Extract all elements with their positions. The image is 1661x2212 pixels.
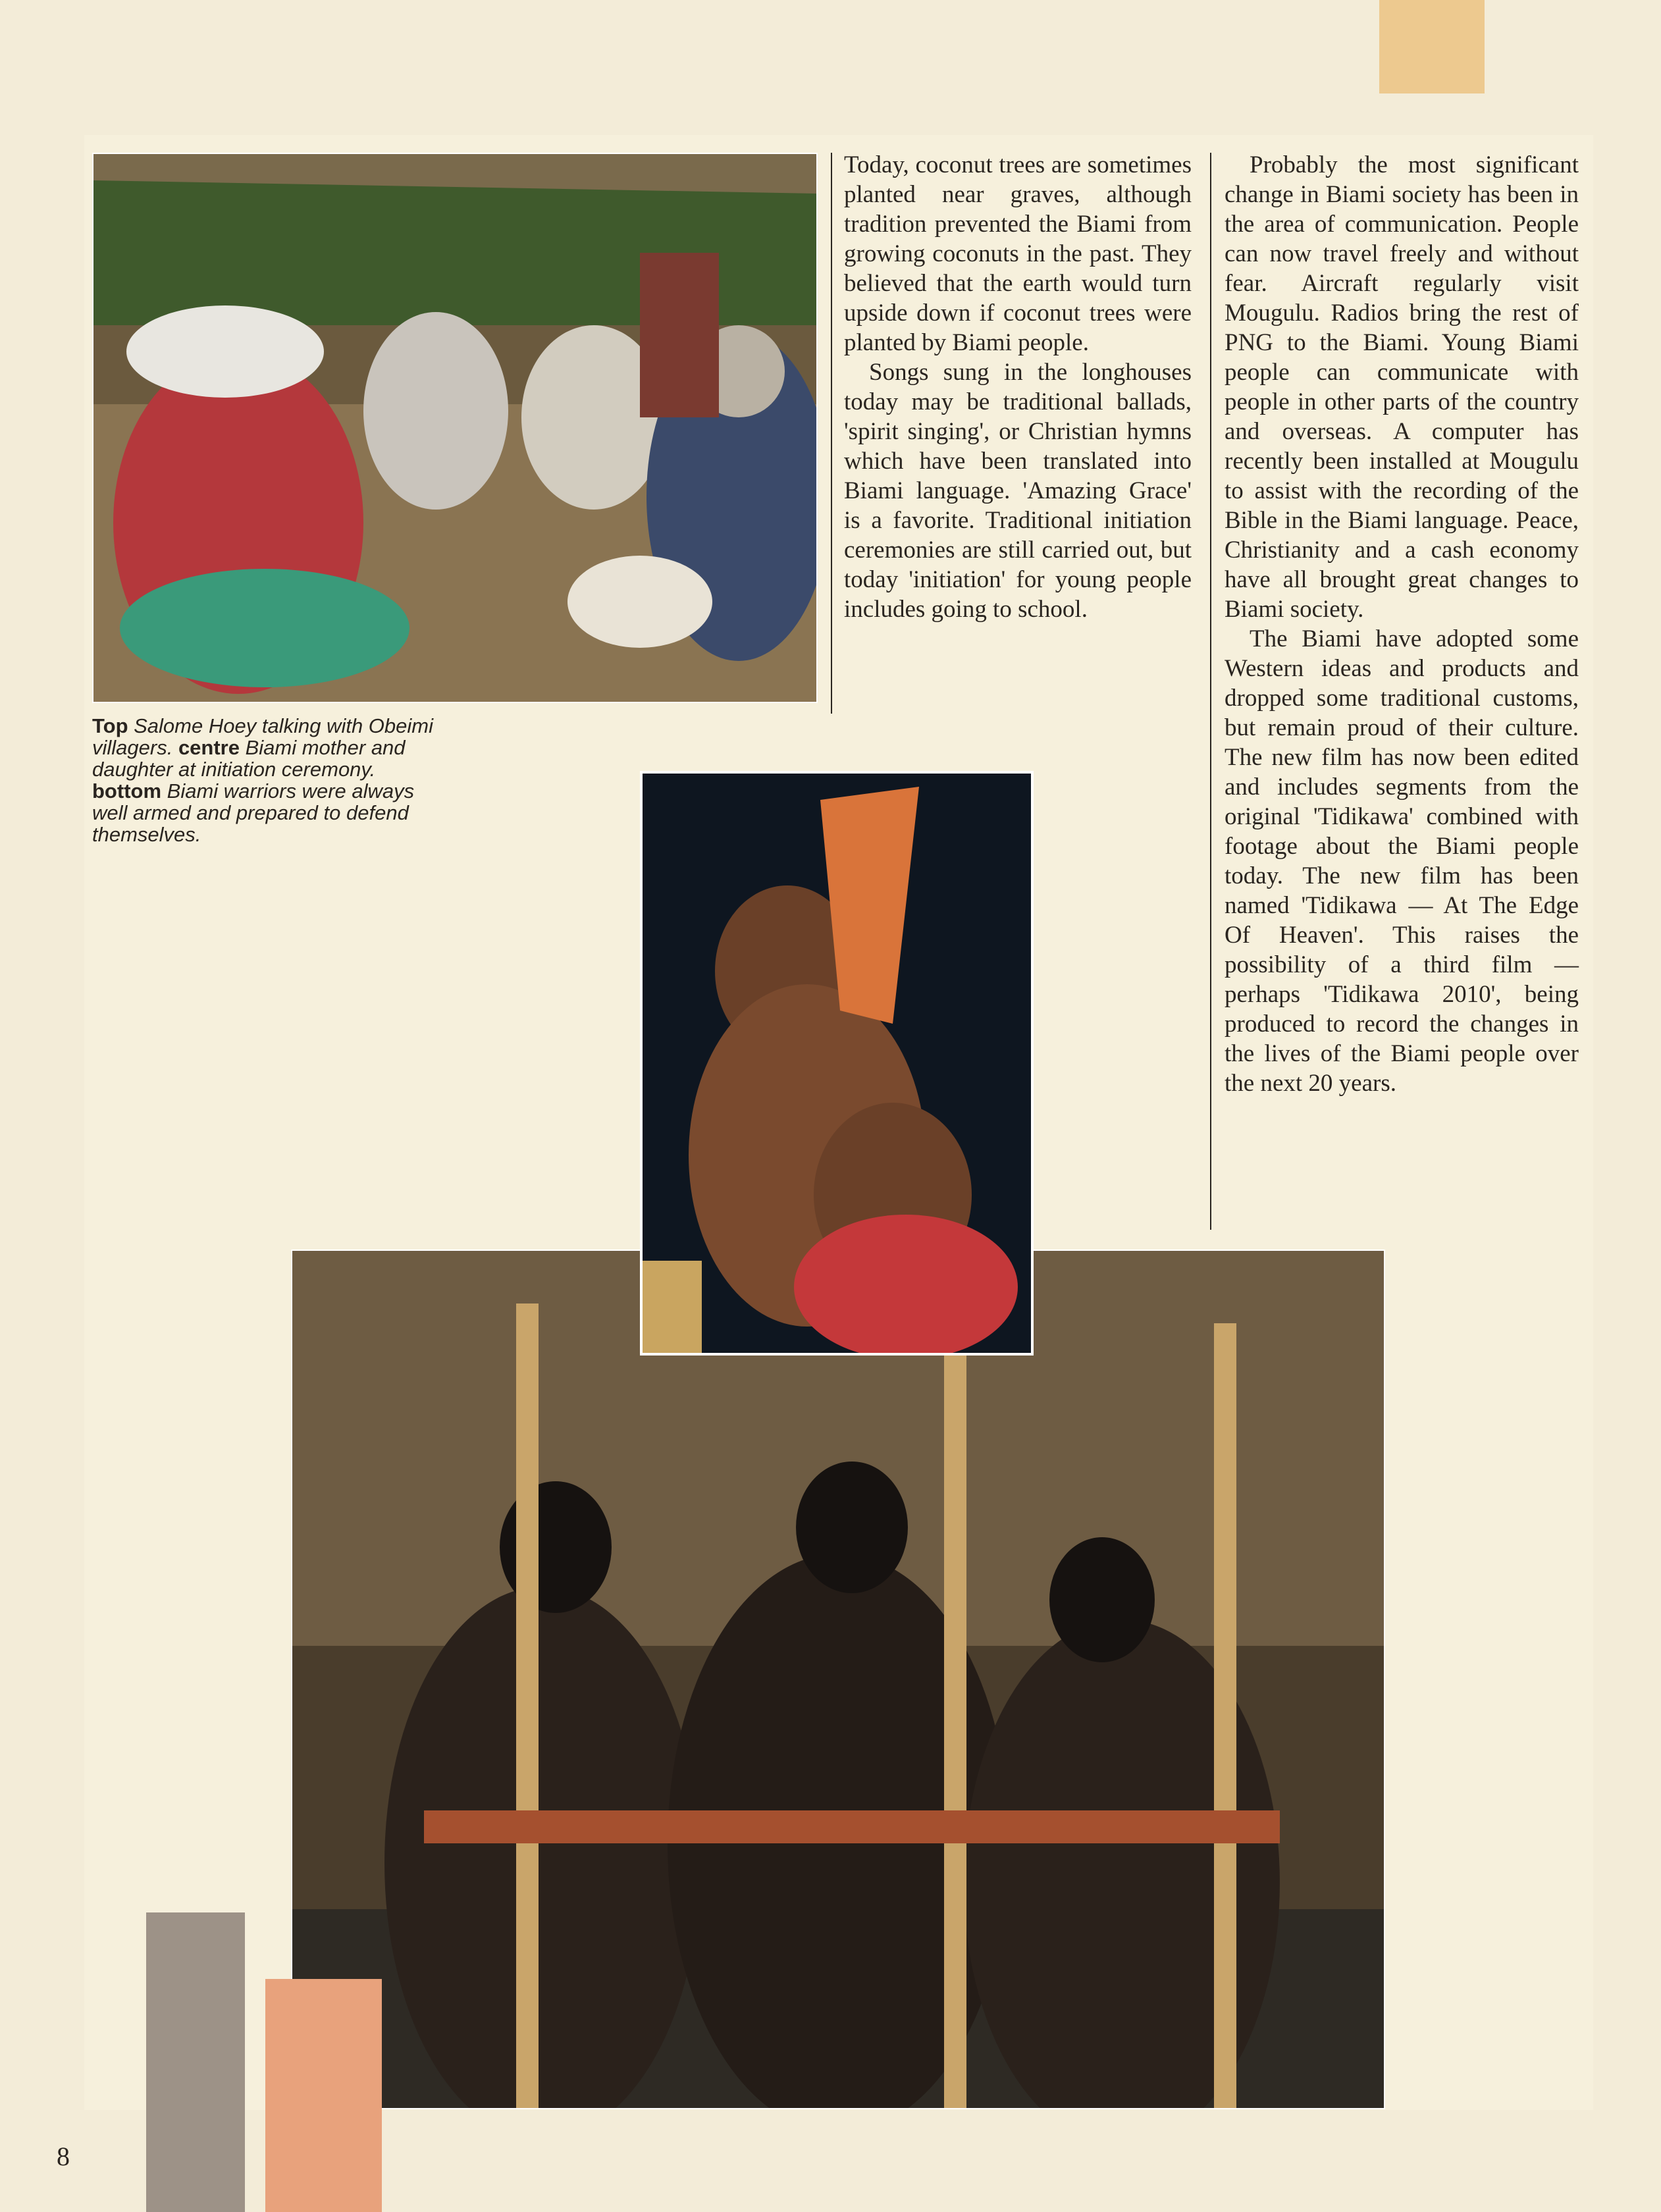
photo-centre-mother-daughter bbox=[640, 771, 1034, 1356]
caption-centre-label: centre bbox=[178, 736, 240, 759]
photo-caption bbox=[92, 715, 448, 845]
caption-top-text: Salome Hoey talking with Obeimi villagers. bbox=[92, 714, 433, 759]
column-right bbox=[1225, 150, 1579, 1098]
page-number: 8 bbox=[57, 2142, 70, 2171]
column-middle bbox=[844, 150, 1192, 624]
column-middle-paragraph-2: Songs sung in the longhouses today may be traditional ballads, 'spirit singing', or Christian hymns which have been translated into Biami language. 'Amazing Grace' is a favorite. Traditional initiation ceremonies are still carried out, but today 'initiation' for young people includes going to school. bbox=[844, 359, 1192, 623]
color-block-grey bbox=[146, 1912, 245, 2212]
color-block-orange bbox=[265, 1979, 382, 2212]
caption-bottom-label: bottom bbox=[92, 779, 162, 803]
photo-bottom-warriors bbox=[291, 1250, 1385, 2109]
caption-bottom-text: Biami warriors were always well armed and prepared to defend themselves. bbox=[92, 779, 415, 846]
color-tab-top bbox=[1379, 0, 1485, 93]
column-rule-right bbox=[1210, 153, 1211, 1230]
column-rule-middle bbox=[831, 153, 832, 714]
column-right-paragraph-2: The Biami have adopted some Western ideas and products and dropped some traditional customs, but remain proud of their culture. The new film has now been edited and includes segments from the original 'Tidikawa' combined with footage about the Biami people today. The new film has been named 'Tidikawa — At The Edge Of Heaven'. This raises the possibility of a third film — perhaps 'Tidikawa 2010', being produced to record the changes in the lives of the Biami people over the next 20 years. bbox=[1225, 625, 1579, 1097]
column-middle-paragraph-1: Today, coconut trees are sometimes planted near graves, although tradition prevented the Biami from growing coconuts in the past. They believed that the earth would turn upside down if coconut trees were planted by Biami people. bbox=[844, 151, 1192, 356]
caption-centre-text: Biami mother and daughter at initiation ceremony. bbox=[92, 736, 406, 781]
column-right-paragraph-1: Probably the most significant change in Biami society has been in the area of communication. People can now travel freely and without fear. Aircraft regularly visit Mougulu. Radios bring the rest of PNG to the Biami. Young Biami people can communicate with people in other parts of the country and overseas. A computer has recently been installed at Mougulu to assist with the recording of the Bible in the Biami language. Peace, Christianity and a cash economy have all brought great changes to Biami society. bbox=[1225, 151, 1579, 623]
caption-top-label: Top bbox=[92, 714, 128, 737]
photo-top-villagers bbox=[92, 153, 818, 703]
